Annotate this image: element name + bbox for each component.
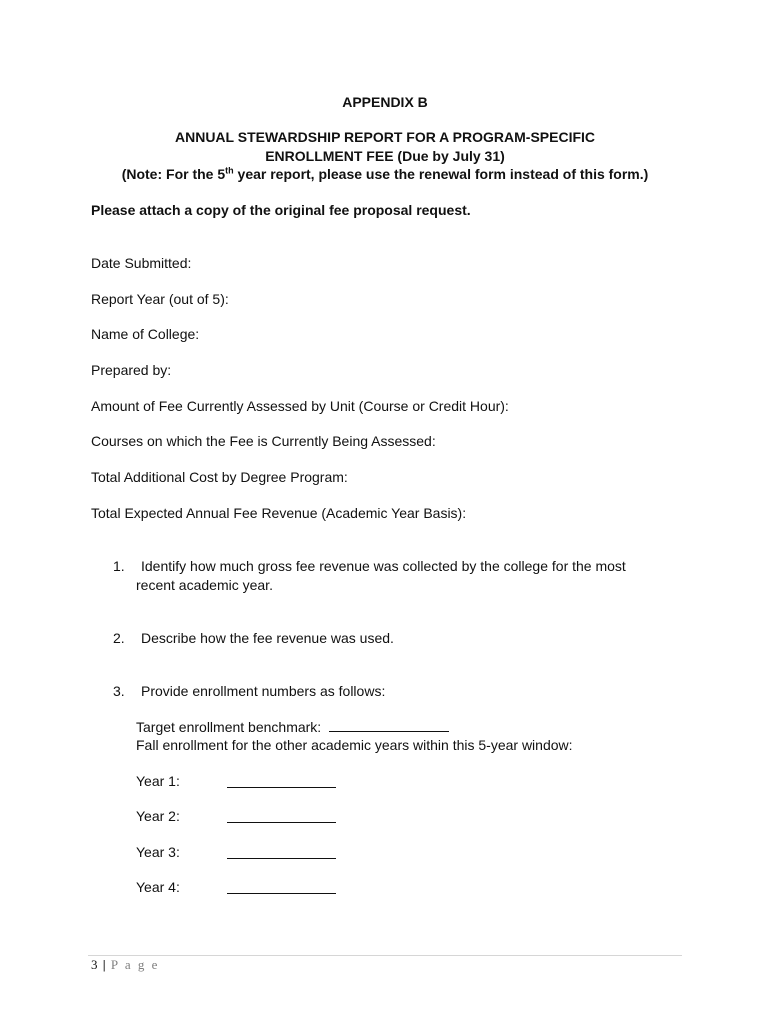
footer-divider xyxy=(88,955,682,956)
year-3-blank[interactable] xyxy=(227,846,336,859)
question-1-line-1: Identify how much gross fee revenue was collected by the college for the most xyxy=(141,558,626,574)
page-separator: | xyxy=(102,957,106,972)
year-4-blank[interactable] xyxy=(227,881,336,894)
field-expected-revenue: Total Expected Annual Fee Revenue (Academic Year Basis): xyxy=(91,505,467,521)
year-3-label: Year 3: xyxy=(136,844,180,860)
renewal-note-prefix: (Note: For the 5 xyxy=(121,166,226,182)
page-footer xyxy=(91,957,159,973)
year-1-blank[interactable] xyxy=(227,775,336,788)
field-total-additional-cost: Total Additional Cost by Degree Program: xyxy=(91,469,348,485)
field-name-of-college: Name of College: xyxy=(91,326,200,342)
question-1-line-2: recent academic year. xyxy=(136,577,273,593)
field-courses-assessed: Courses on which the Fee is Currently Being Assessed: xyxy=(91,433,436,449)
page-word: P a g e xyxy=(110,957,160,972)
renewal-note-suffix: year report, please use the renewal form instead of this form.) xyxy=(233,166,649,182)
target-enrollment-row xyxy=(136,719,449,735)
field-date-submitted: Date Submitted: xyxy=(91,255,192,271)
report-title-line-1: ANNUAL STEWARDSHIP REPORT FOR A PROGRAM-SPECIFIC xyxy=(174,129,596,145)
question-3-text: Provide enrollment numbers as follows: xyxy=(141,683,386,699)
report-title-line-2: ENROLLMENT FEE (Due by July 31) xyxy=(265,148,505,164)
fall-enrollment-label: Fall enrollment for the other academic years within this 5-year window: xyxy=(136,737,573,753)
question-2-text: Describe how the fee revenue was used. xyxy=(141,630,394,646)
field-fee-amount: Amount of Fee Currently Assessed by Unit (Course or Credit Hour): xyxy=(91,398,509,414)
target-enrollment-label: Target enrollment benchmark: xyxy=(136,719,322,735)
appendix-heading: APPENDIX B xyxy=(342,94,428,110)
question-1-number: 1. xyxy=(113,558,125,574)
attach-instruction: Please attach a copy of the original fee proposal request. xyxy=(91,202,471,218)
year-2-blank[interactable] xyxy=(227,810,336,823)
page-number: 3 xyxy=(91,957,98,972)
year-4-label: Year 4: xyxy=(136,879,180,895)
year-2-label: Year 2: xyxy=(136,808,180,824)
question-2-number: 2. xyxy=(113,630,125,646)
year-1-label: Year 1: xyxy=(136,773,180,789)
field-report-year: Report Year (out of 5): xyxy=(91,291,229,307)
renewal-note xyxy=(0,166,770,182)
target-enrollment-blank[interactable] xyxy=(329,719,449,732)
question-3-number: 3. xyxy=(113,683,125,699)
renewal-note-superscript: th xyxy=(225,165,234,176)
field-prepared-by: Prepared by: xyxy=(91,362,172,378)
